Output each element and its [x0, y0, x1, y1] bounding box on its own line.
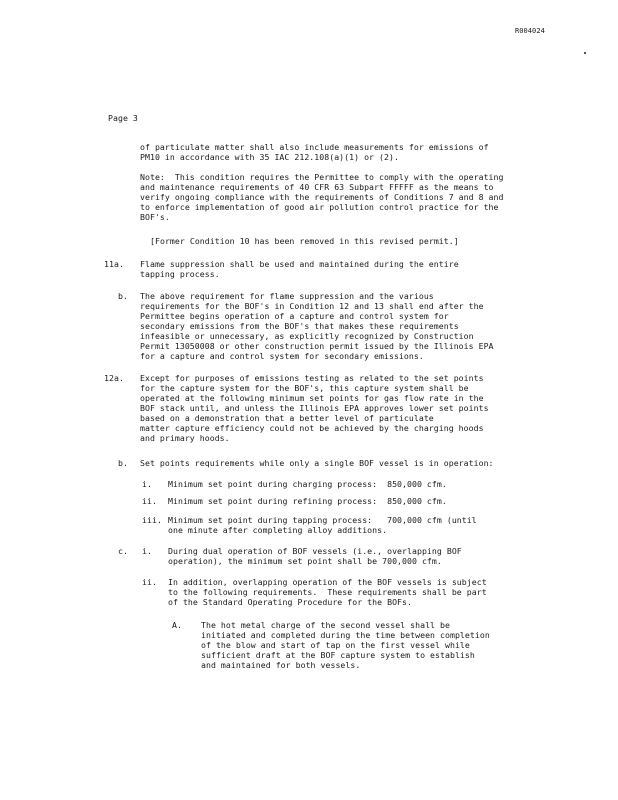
- sub-item-line: initiated and completed during the time between completion: [201, 630, 490, 640]
- dual-item-line: operation), the minimum set point shall be 700,000 cfm.: [168, 556, 442, 566]
- condition-line: and primary hoods.: [140, 433, 230, 443]
- dual-item-line: In addition, overlapping operation of the BOF vessels is subject: [168, 577, 487, 587]
- set-point-number: ii.: [142, 496, 157, 506]
- note-line: and maintenance requirements of 40 CFR 63 Subpart FFFFF as the means to: [140, 182, 494, 192]
- condition-line: secondary emissions from the BOF's that makes these requirements: [140, 321, 459, 331]
- condition-line: based on a demonstration that a better level of particulate: [140, 413, 434, 423]
- note-line: to enforce implementation of good air pollution control practice for the: [140, 202, 499, 212]
- condition-line: Permit 13050008 or other construction permit issued by the Illinois EPA: [140, 341, 494, 351]
- condition-line: BOF stack until, and unless the Illinois EPA approves lower set points: [140, 403, 489, 413]
- page-label: Page 3: [108, 113, 138, 123]
- dual-item-line: of the Standard Operating Procedure for the BOFs.: [168, 597, 412, 607]
- condition-line: Flame suppression shall be used and maintained during the entire: [140, 259, 459, 269]
- note-line: verify ongoing compliance with the requirements of Conditions 7 and 8 and: [140, 192, 504, 202]
- dual-item-number: i.: [142, 546, 152, 556]
- dual-item-line: to the following requirements. These requirements shall be part: [168, 587, 487, 597]
- condition-line: infeasible or unnecessary, as explicitly recognized by Construction: [140, 331, 474, 341]
- sub-item-line: of the blow and start of tap on the first vessel while: [201, 640, 470, 650]
- condition-line: Set points requirements while only a single BOF vessel is in operation:: [140, 458, 494, 468]
- condition-line: Except for purposes of emissions testing as related to the set points: [140, 373, 484, 383]
- set-point-number: i.: [142, 479, 152, 489]
- document-id: R004024: [515, 27, 545, 35]
- intro-line: of particulate matter shall also include measurements for emissions of: [140, 142, 489, 152]
- condition-number: b.: [118, 291, 128, 301]
- condition-number: b.: [118, 458, 128, 468]
- condition-number: 12a.: [104, 373, 124, 383]
- intro-line: PM10 in accordance with 35 IAC 212.108(a)(1) or (2).: [140, 152, 399, 162]
- note-line: BOF's.: [140, 212, 170, 222]
- sub-item-line: The hot metal charge of the second vessel shall be: [201, 620, 450, 630]
- set-point-line: one minute after completing alloy additions.: [168, 525, 388, 535]
- set-point-line: Minimum set point during charging process: 850,000 cfm.: [168, 479, 447, 489]
- condition-line: The above requirement for flame suppression and the various: [140, 291, 434, 301]
- condition-line: tapping process.: [140, 269, 220, 279]
- set-point-number: iii.: [142, 515, 162, 525]
- condition-line: Permittee begins operation of a capture and control system for: [140, 311, 449, 321]
- scan-speck: [584, 52, 586, 54]
- sub-item-number: A.: [172, 620, 182, 630]
- removed-notice: [Former Condition 10 has been removed in this revised permit.]: [150, 236, 459, 246]
- set-point-line: Minimum set point during refining process: 850,000 cfm.: [168, 496, 447, 506]
- dual-item-line: During dual operation of BOF vessels (i.e., overlapping BOF: [168, 546, 462, 556]
- sub-item-line: sufficient draft at the BOF capture system to establish: [201, 650, 475, 660]
- dual-item-number: ii.: [142, 577, 157, 587]
- condition-number: 11a.: [104, 259, 124, 269]
- condition-line: requirements for the BOF's in Condition 12 and 13 shall end after the: [140, 301, 484, 311]
- condition-line: for the capture system for the BOF's, this capture system shall be: [140, 383, 469, 393]
- condition-number: c.: [118, 546, 128, 556]
- sub-item-line: and maintained for both vessels.: [201, 660, 361, 670]
- condition-line: matter capture efficiency could not be achieved by the charging hoods: [140, 423, 484, 433]
- note-line: Note: This condition requires the Permittee to comply with the operating: [140, 172, 504, 182]
- set-point-line: Minimum set point during tapping process: 700,000 cfm (until: [168, 515, 477, 525]
- condition-line: operated at the following minimum set points for gas flow rate in the: [140, 393, 484, 403]
- condition-line: for a capture and control system for secondary emissions.: [140, 351, 424, 361]
